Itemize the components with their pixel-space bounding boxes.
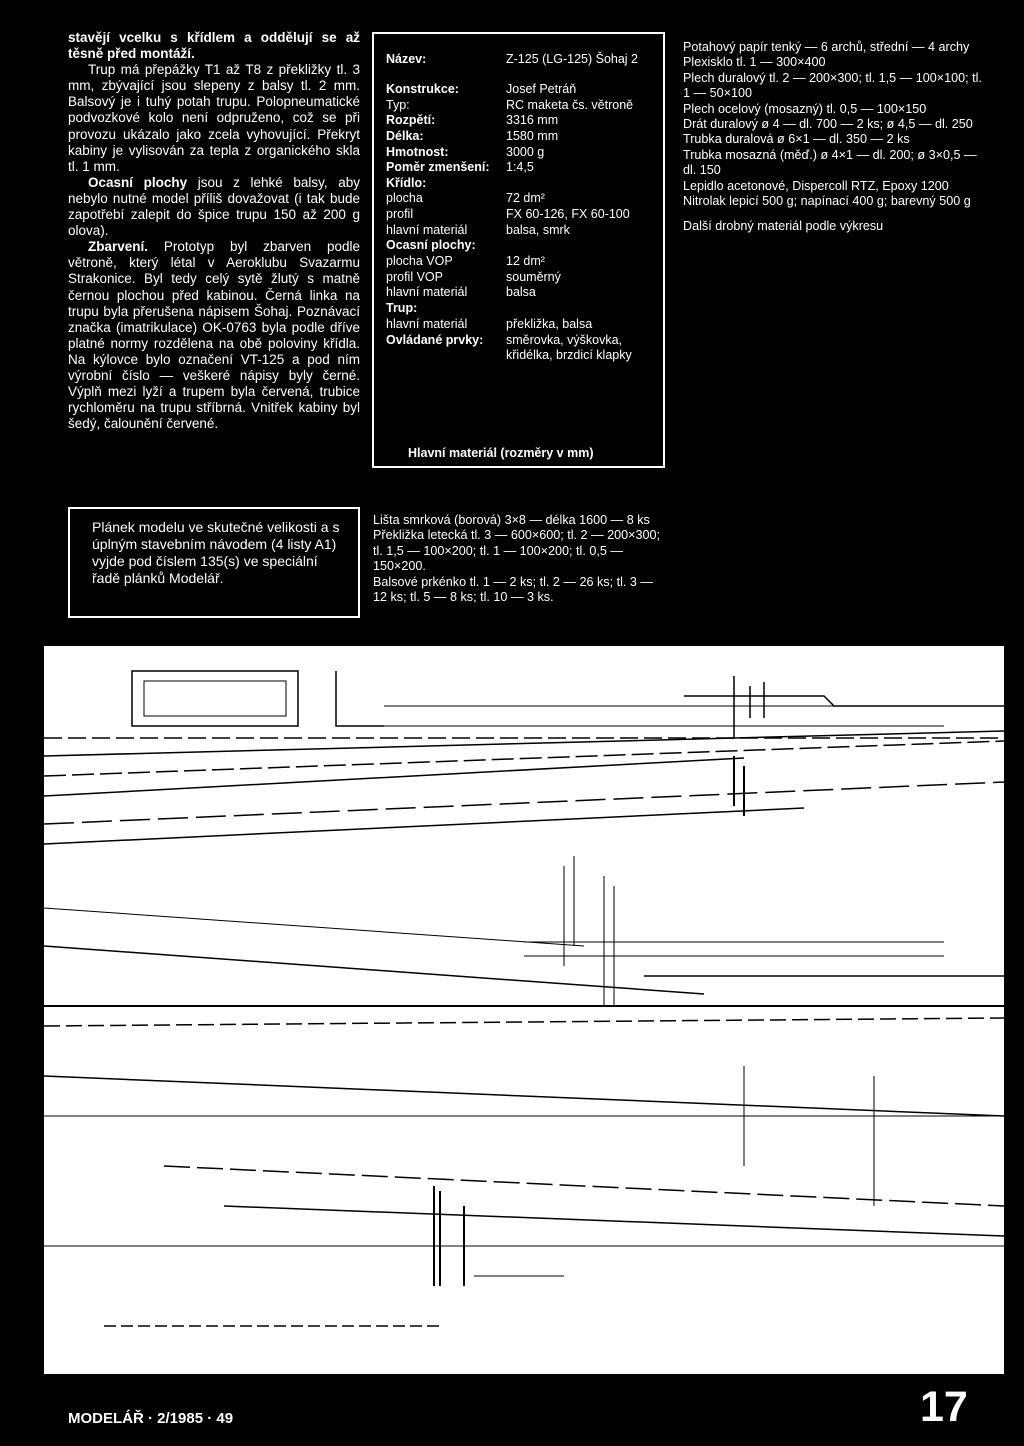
spec-value: 1580 mm [506, 129, 559, 143]
spec-row [386, 301, 417, 316]
material-item: Trubka mosazná (měď.) ø 4×1 — dl. 200; ø 3×0,5 — dl. 150 [683, 147, 977, 178]
spec-row [386, 98, 634, 113]
spec-row [386, 207, 630, 222]
spec-value: 1:4,5 [506, 160, 534, 174]
material-item: Trubka duralová ø 6×1 — dl. 350 — 2 ks [683, 132, 910, 147]
material-item: Další drobný materiál podle výkresu [683, 219, 884, 234]
spec-row [386, 223, 570, 238]
spec-label: hlavní materiál [386, 317, 468, 331]
spec-value: 12 dm² [506, 254, 545, 268]
spec-value: balsa, smrk [506, 223, 570, 237]
materials-list-right [683, 40, 983, 235]
spec-label: profil [386, 207, 414, 221]
spec-row [386, 254, 545, 269]
paragraph-3-heading: Ocasní plochy [88, 174, 188, 190]
paragraph-2-text: Trup má přepážky T1 až T8 z překližky tl. 3 mm, zbývající jsou slepeny z balsy tl. 2 mm. Balsový je i tuhý potah trupu. Polopneumatické podvozkové kolo není odpruženo, což se při provozu ukázalo jako zcela vyhovující. Překryt kabiny je vylisován za tepla z organického skla tl. 1 mm. [68, 62, 360, 174]
spec-table [372, 32, 665, 468]
spec-value: 3316 mm [506, 113, 559, 127]
spec-value: 3000 g [506, 145, 545, 159]
paragraph-1: stavějí vcelku s křídlem a oddělují se až těsně před montáží. [68, 30, 360, 62]
spec-label: Konstrukce: [386, 82, 459, 96]
spec-label: Křídlo: [386, 176, 427, 190]
material-item: Lišta smrková (borová) 3×8 — délka 1600 — 8 ks [373, 513, 650, 527]
material-item: Plech ocelový (mosazný) tl. 0,5 — 100×150 [683, 101, 927, 116]
material-item: Plech duralový tl. 2 — 200×300; tl. 1,5 — 100×100; tl. 1 — 50×100 [683, 70, 982, 101]
material-item [683, 209, 983, 219]
spec-value: směrovka, výškovka, křidélka, brzdicí klapky [506, 333, 632, 362]
spec-value: 72 dm² [506, 191, 545, 205]
plan-note-text: Plánek modelu ve skutečné velikosti a s úplným stavebním návodem (4 listy A1) vyjde pod číslem 135(s) ve speciální řadě plánků Modelář. [92, 519, 340, 586]
paragraph-3-text: jsou z lehké balsy, aby nebylo nutné model příliš dovažovat (i tak bude zapotřebí zalepit do špice trupu 150 až 200 g olova). [68, 174, 360, 239]
spec-row [386, 191, 545, 206]
paragraph-3 [68, 175, 360, 239]
spec-row [386, 52, 639, 67]
material-item: Plexisklo tl. 1 — 300×400 [683, 55, 826, 70]
spec-row [386, 145, 545, 160]
plan-note-box [68, 507, 360, 618]
paragraph-4 [68, 239, 360, 432]
paragraph-2 [68, 62, 360, 175]
spec-row [386, 238, 476, 253]
spec-row [386, 129, 559, 144]
material-item: Balsové prkénko tl. 1 — 2 ks; tl. 2 — 26 ks; tl. 3 — 12 ks; tl. 5 — 8 ks; tl. 10 — 3 ks. [373, 574, 653, 605]
spec-label: profil VOP [386, 270, 443, 284]
article-text [68, 30, 360, 432]
page-number: 17 [920, 1383, 968, 1431]
spec-label: Ovládané prvky: [386, 333, 484, 347]
spec-label: hlavní materiál [386, 285, 468, 299]
spec-value: Z-125 (LG-125) Šohaj 2 [506, 52, 639, 66]
spec-value: Josef Petráň [506, 82, 577, 96]
spec-label: Poměr zmenšení: [386, 160, 490, 174]
spec-row [386, 317, 593, 332]
spec-value: souměrný [506, 270, 561, 284]
spec-label: plocha [386, 191, 423, 205]
spec-row [386, 176, 426, 191]
material-item: Drát duralový ø 4 — dl. 700 — 2 ks; ø 4,5 — dl. 250 [683, 117, 973, 132]
spec-label: Hmotnost: [386, 145, 449, 159]
spec-label: plocha VOP [386, 254, 453, 268]
spec-row [386, 270, 561, 285]
paragraph-4-text: Prototyp byl zbarven podle větroně, který létal v Aeroklubu Svazarmu Strakonice. Byl tedy celý sytě žlutý s matně černou plochou před kabinou. Černá linka na trupu byla přerušena nápisem Šohaj. Poznávací značka (imatrikulace) OK-0763 byla podle dříve platné normy rozdělena na obě poloviny křídla. Na kýlovce bylo označení VT-125 a pod ním výrobní číslo — veškeré nápisy byly černé. Výplň mezi lyží a trupem byla červená, trubice rychloměru na trupu stříbrná. Vnitřek kabiny byl šedý, čalounění červené. [68, 239, 360, 432]
spec-row [386, 285, 536, 300]
materials-heading: Hlavní materiál (rozměry v mm) [408, 446, 594, 460]
material-item: Překližka letecká tl. 3 — 600×600; tl. 2 — 200×300; tl. 1,5 — 100×200; tl. 1 — 100×200; tl. 0,5 — 150×200. [373, 528, 661, 574]
spec-value: překližka, balsa [506, 317, 593, 331]
spec-label: Trup: [386, 301, 418, 315]
spec-label: Typ: [386, 98, 410, 112]
spec-row [386, 333, 632, 362]
spec-label: Ocasní plochy: [386, 238, 476, 252]
spec-label: Název: [386, 52, 427, 66]
drawing-background [44, 646, 1004, 1374]
issue-footer: MODELÁŘ · 2/1985 · 49 [68, 1410, 234, 1427]
spec-row [386, 113, 559, 128]
paragraph-4-heading: Zbarvení. [88, 239, 149, 255]
spec-value: RC maketa čs. větroně [506, 98, 634, 112]
spec-value: balsa [506, 285, 536, 299]
spec-label: hlavní materiál [386, 223, 468, 237]
materials-list-bottom [373, 513, 663, 605]
spec-row [386, 160, 534, 175]
technical-drawing [44, 646, 1004, 1374]
spec-label: Délka: [386, 129, 424, 143]
spec-value: FX 60-126, FX 60-100 [506, 207, 630, 221]
spec-row [386, 82, 577, 97]
spec-label: Rozpětí: [386, 113, 436, 127]
material-item: Lepidlo acetonové, Dispercoll RTZ, Epoxy 1200 [683, 178, 949, 193]
material-item: Potahový papír tenký — 6 archů, střední — 4 archy [683, 40, 970, 54]
material-item: Nitrolak lepicí 500 g; napínací 400 g; barevný 500 g [683, 194, 971, 209]
